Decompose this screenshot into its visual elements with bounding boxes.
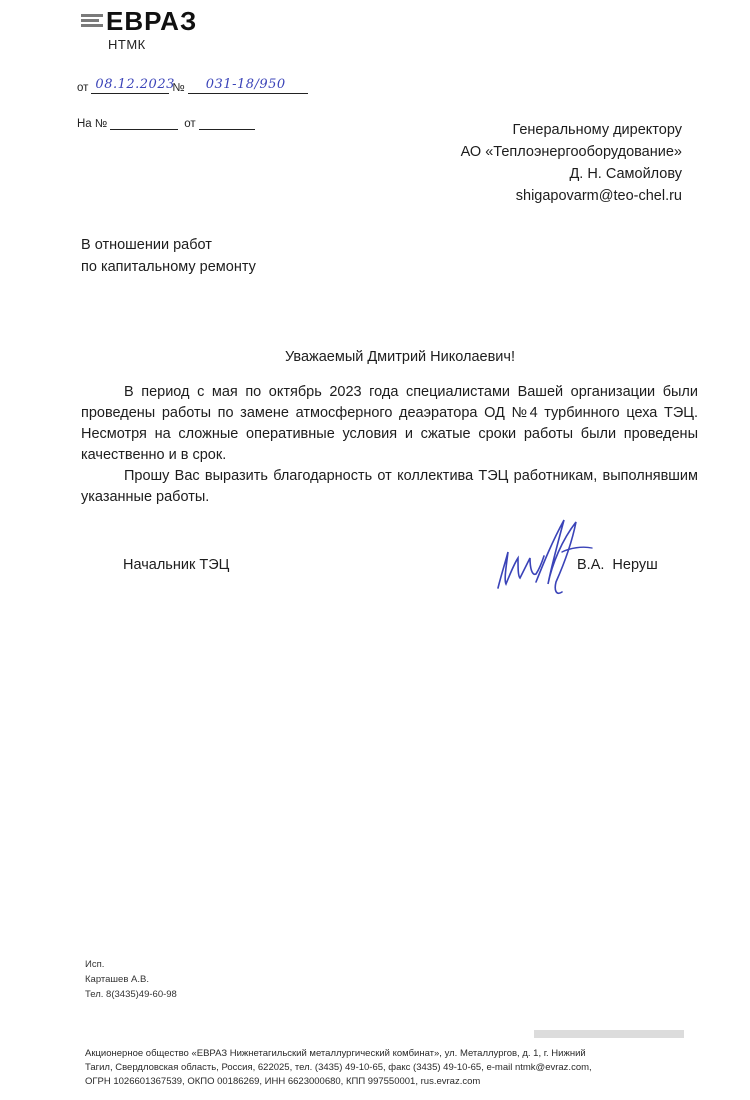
reply-from-label: от [184,118,196,130]
outgoing-ref [77,77,311,94]
executor-label: Исп. [85,959,105,970]
salutation: Уважаемый Дмитрий Николаевич! [285,349,515,365]
addressee-block [461,119,682,207]
body-paragraph-1: В период с мая по октябрь 2023 года специалистами Вашей организации были проведены работы по замене атмосферного деаэратора ОД №4 турбинного цеха ТЭЦ. Несмотря на сложные оперативные условия и сжатые сроки работы были проведены качественно и в срок. [81,384,698,463]
addressee-name: Д. Н. Самойлову [569,166,682,182]
signatory-title: Начальник ТЭЦ [123,557,230,573]
company-footer [85,1047,685,1089]
number-handwritten: 031-18/950 [205,77,286,92]
letter-body [81,382,698,508]
executor-block [85,957,177,1002]
executor-name: Карташев А.В. [85,974,149,985]
subject-block [81,234,256,278]
date-field [91,77,175,94]
subject-line-1: В отношении работ [81,237,212,253]
reply-number-field [110,116,178,130]
addressee-email: shigapovarm@teo-chel.ru [515,188,682,204]
date-handwritten: 08.12.2023 [95,77,175,92]
handwritten-signature-icon [492,512,610,600]
reply-label: На № [77,118,108,130]
reply-ref [77,116,258,130]
company-logo: ЕВРАЗ [106,6,198,36]
addressee-position: Генеральному директору [512,122,682,138]
addressee-company: АО «Теплоэнергооборудование» [460,144,682,160]
company-logo-sub: НТМК [108,37,146,52]
reply-date-field [199,116,255,130]
subject-line-2: по капитальному ремонту [81,259,256,275]
body-paragraph-2: Прошу Вас выразить благодарность от коллектива ТЭЦ работникам, выполнявшим указанные работы. [81,468,698,505]
number-label: № [172,82,185,94]
signatory-name: В.А. Неруш [577,557,658,573]
number-field [188,77,308,94]
footer-divider [534,1030,684,1038]
executor-phone: Тел. 8(3435)49-60-98 [85,989,177,1000]
from-label: от [77,82,89,94]
footer-line-3: ОГРН 1026601367539, ОКПО 00186269, ИНН 6623000680, КПП 997550001, rus.evraz.com [85,1076,481,1087]
footer-line-1: Акционерное общество «ЕВРАЗ Нижнетагильский металлургический комбинат», ул. Металлургов, д. 1, г. Нижний [85,1048,586,1059]
logo-bars-icon [81,14,103,28]
footer-line-2: Тагил, Свердловская область, Россия, 622025, тел. (3435) 49-10-65, факс (3435) 49-10-65, e-mail ntmk@evraz.com, [85,1062,592,1073]
